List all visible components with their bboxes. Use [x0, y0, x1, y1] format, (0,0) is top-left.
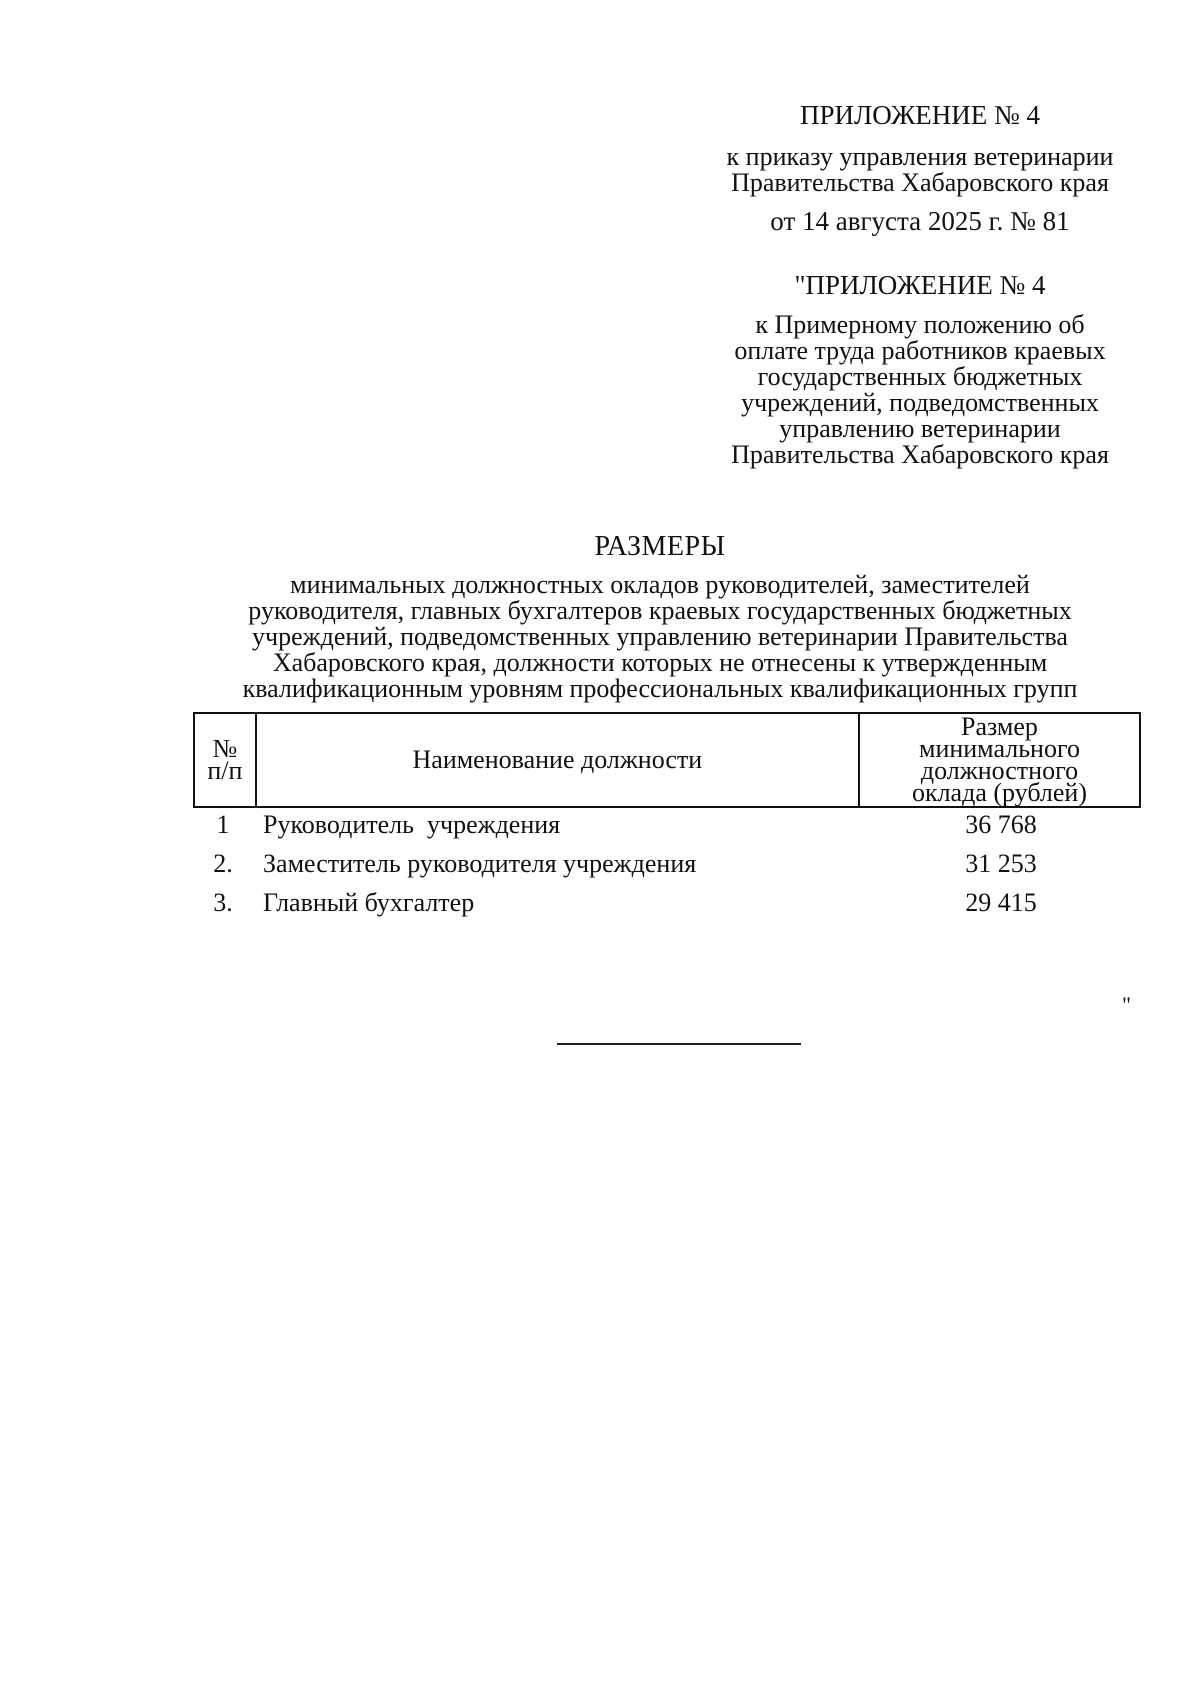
row-position: Заместитель руководителя учреждения: [263, 849, 697, 878]
quoted-line: управлению ветеринарии: [779, 414, 1061, 443]
column-header-salary-line: Размер: [961, 712, 1038, 741]
order-date-line: от 14 августа 2025 г. № 81: [770, 206, 1070, 236]
column-header-salary-line: минимального: [918, 734, 1080, 763]
row-position: Главный бухгалтер: [263, 888, 475, 917]
heading-subtitle-line: квалификационным уровням профессиональных квалификационных групп: [242, 674, 1078, 703]
column-header-number: [194, 713, 256, 807]
heading-subtitle-line: Хабаровского края, должности которых не отнесены к утвержденным: [272, 648, 1048, 677]
salary-table-body: [193, 810, 1141, 927]
row-number: 2.: [213, 849, 233, 878]
quoted-appendix-title: "ПРИЛОЖЕНИЕ № 4: [794, 270, 1046, 300]
column-header-number-sign: №: [212, 734, 238, 763]
column-header-number-abbr: п/п: [207, 756, 243, 785]
heading-title: РАЗМЕРЫ: [594, 531, 726, 562]
table-row: [193, 888, 1141, 927]
column-header-salary: [859, 713, 1140, 807]
heading-subtitle-line: учреждений, подведомственных управлению ветеринарии Правительства: [252, 622, 1068, 651]
order-reference-line-1: к приказу управления ветеринарии: [726, 142, 1114, 171]
heading-subtitle: [180, 572, 1140, 702]
quoted-line: к Примерному положению об: [755, 310, 1085, 339]
order-reference-line-2: Правительства Хабаровского края: [731, 168, 1109, 197]
quoted-line: учреждений, подведомственных: [741, 388, 1099, 417]
quoted-appendix-block: [700, 270, 1140, 468]
column-header-position: Наименование должности: [256, 713, 859, 807]
table-row: [193, 849, 1141, 888]
row-number: 1: [216, 810, 230, 839]
salary-table-header: [193, 712, 1141, 808]
closing-quote: ": [1122, 992, 1131, 1017]
row-salary: 31 253: [965, 849, 1037, 878]
document-heading: [180, 530, 1140, 702]
end-divider: [557, 1043, 801, 1045]
quoted-line: государственных бюджетных: [757, 362, 1083, 391]
heading-subtitle-line: руководителя, главных бухгалтеров краевых государственных бюджетных: [248, 596, 1072, 625]
column-header-salary-line: должностного: [920, 756, 1079, 785]
column-header-salary-line: оклада (рублей): [911, 778, 1088, 807]
row-salary: 29 415: [965, 888, 1037, 917]
table-row: [193, 810, 1141, 849]
row-salary: 36 768: [965, 810, 1037, 839]
approval-block: [700, 100, 1140, 236]
quoted-line: Правительства Хабаровского края: [731, 440, 1109, 469]
row-number: 3.: [213, 888, 233, 917]
row-position: Руководитель учреждения: [263, 810, 561, 839]
quoted-line: оплате труда работников краевых: [734, 336, 1106, 365]
appendix-title: ПРИЛОЖЕНИЕ № 4: [799, 100, 1041, 130]
heading-subtitle-line: минимальных должностных окладов руководителей, заместителей: [290, 570, 1030, 599]
